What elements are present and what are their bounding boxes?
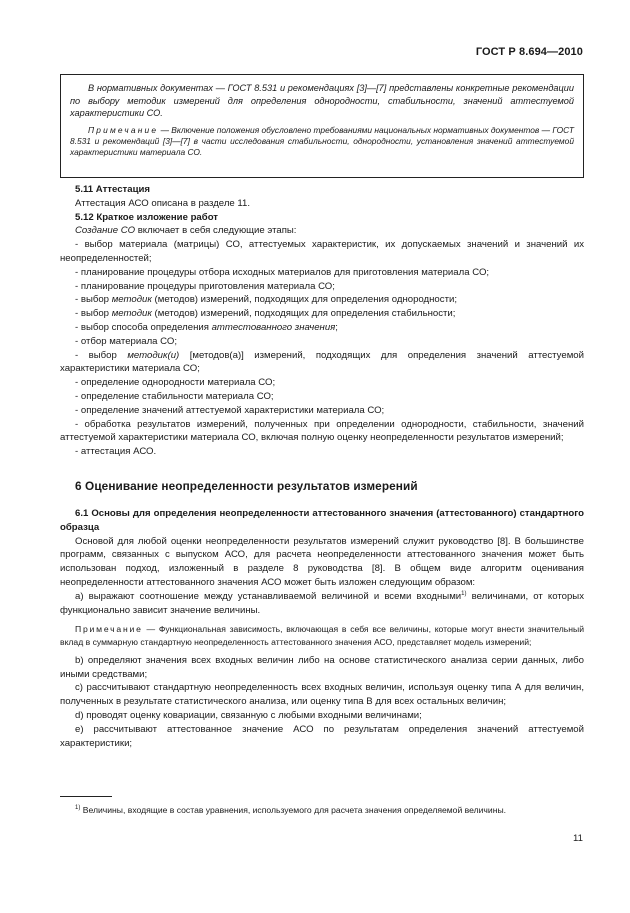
step-d: d) проводят оценку ковариации, связанную с любыми входными величинами; (75, 709, 422, 721)
list-item: - выбор материала (матрицы) СО, аттестуемых характеристик, их допускаемых значений и значений их неопределенностей; (60, 239, 584, 264)
section-6-note (60, 623, 584, 647)
footnote (60, 805, 584, 816)
list-item: - определение однородности материала СО; (75, 377, 276, 389)
section-5-12-intro (60, 224, 584, 238)
section-5-body (60, 183, 584, 459)
list-item: - планирование процедуры приготовления материала СО; (75, 280, 335, 292)
step-e: е) рассчитывают аттестованное значение АСО по результатам определения значений аттестуемой характеристики; (60, 723, 584, 749)
list-item: - определение стабильности материала СО; (75, 390, 274, 402)
footnote-mark: 1) (75, 805, 81, 812)
step-a: а) выражают соотношение между устанавливаемой величиной и всеми входными$^{1)}$ величинами, от которых функционально зависит значение величины. (60, 590, 584, 616)
list-item: - выбор методик (методов) измерений, подходящих для определения стабильности; (75, 308, 456, 320)
section-6-body (60, 479, 584, 750)
section-5-12-title: 5.12 Краткое изложение работ (75, 211, 219, 223)
intro-rest: включает в себя следующие этапы: (135, 225, 297, 237)
page-number: 11 (573, 833, 583, 844)
insert-paragraph: В нормативных документах — ГОСТ 8.531 и рекомендациях [3]—[7] представлены конкретные рекомендации по выбору методик измерений для определения однородности, стабильности, значений аттестуемой характеристики СО. (70, 83, 574, 119)
list-item: - отбор материала СО; (75, 335, 178, 347)
note-text: — Включение положения обусловлено требованиями национальных нормативных документов — ГОСТ 8.531 и рекомендаций [3]—[7] в части исследования стабильности, однородности, установления значений аттестуемой характеристики материала СО. (70, 124, 574, 158)
intro-italic: Создание СО (75, 225, 136, 237)
section-6-1-paragraph: Основой для любой оценки неопределенности результатов измерений служит руководство [8]. В большинстве программ, связанных с выпуском АСО, для расчета неопределенности аттестованного значения может быть использован подход, изложенный в разделе 8 руководства [8]. В общем виде алгоритм оценивания неопределенности аттестованного значения АСО может быть изложен следующим образом: (60, 535, 584, 588)
footnote-divider (60, 796, 112, 797)
list-item: - выбор способа определения аттестованного значения; (75, 321, 338, 333)
list-item: - выбор методик(и) [методов(а)] измерений, подходящих для определения значений аттестуемой характеристики материала СО; (60, 349, 585, 375)
insert-note (70, 125, 574, 159)
list-item: - аттестация АСО. (75, 446, 157, 458)
list-item: - выбор методик (методов) измерений, подходящих для определения однородности; (75, 294, 457, 306)
section-5-11-title: 5.11 Аттестация (75, 184, 150, 195)
note-label: Примечание (75, 624, 143, 635)
framed-insert-box (60, 74, 584, 178)
footnote-ref: 1) (461, 590, 467, 597)
step-b: b) определяют значения всех входных величин либо на основе статистического анализа серии данных, либо иными средствами; (60, 654, 584, 680)
document-id-header: ГОСТ Р 8.694—2010 (475, 46, 583, 58)
footnote-text: Величины, входящие в состав уравнения, используемого для расчета значения определяемой величины. (80, 805, 507, 815)
section-6-1-title: 6.1 Основы для определения неопределенности аттестованного значения (аттестованного) стандартного образца (60, 508, 584, 533)
note-label: Примечание (88, 124, 159, 135)
step-c: с) рассчитывают стандартную неопределенность всех входных величин, используя оценку типа А для величин, полученных в результате статистического анализа, или оценку типа В для всех остальных величин; (60, 682, 584, 708)
section-6-title: 6 Оценивание неопределенности результатов измерений (75, 479, 418, 493)
list-item: - определение значений аттестуемой характеристики материала СО; (75, 404, 385, 416)
list-item: - планирование процедуры отбора исходных материалов для приготовления материала СО; (75, 266, 490, 278)
section-5-11-text: Аттестация АСО описана в разделе 11. (75, 197, 251, 209)
note-text: — Функциональная зависимость, включающая в себя все величины, которые могут внести значительный вклад в суммарную стандартную неопределенность аттестованного значения АСО, представляет модель измерений; (60, 624, 584, 647)
list-item: - обработка результатов измерений, полученных при определении однородности, стабильности, значений аттестуемой характеристики материала СО, включая полную оценку неопределенности результатов измерений; (60, 418, 584, 444)
